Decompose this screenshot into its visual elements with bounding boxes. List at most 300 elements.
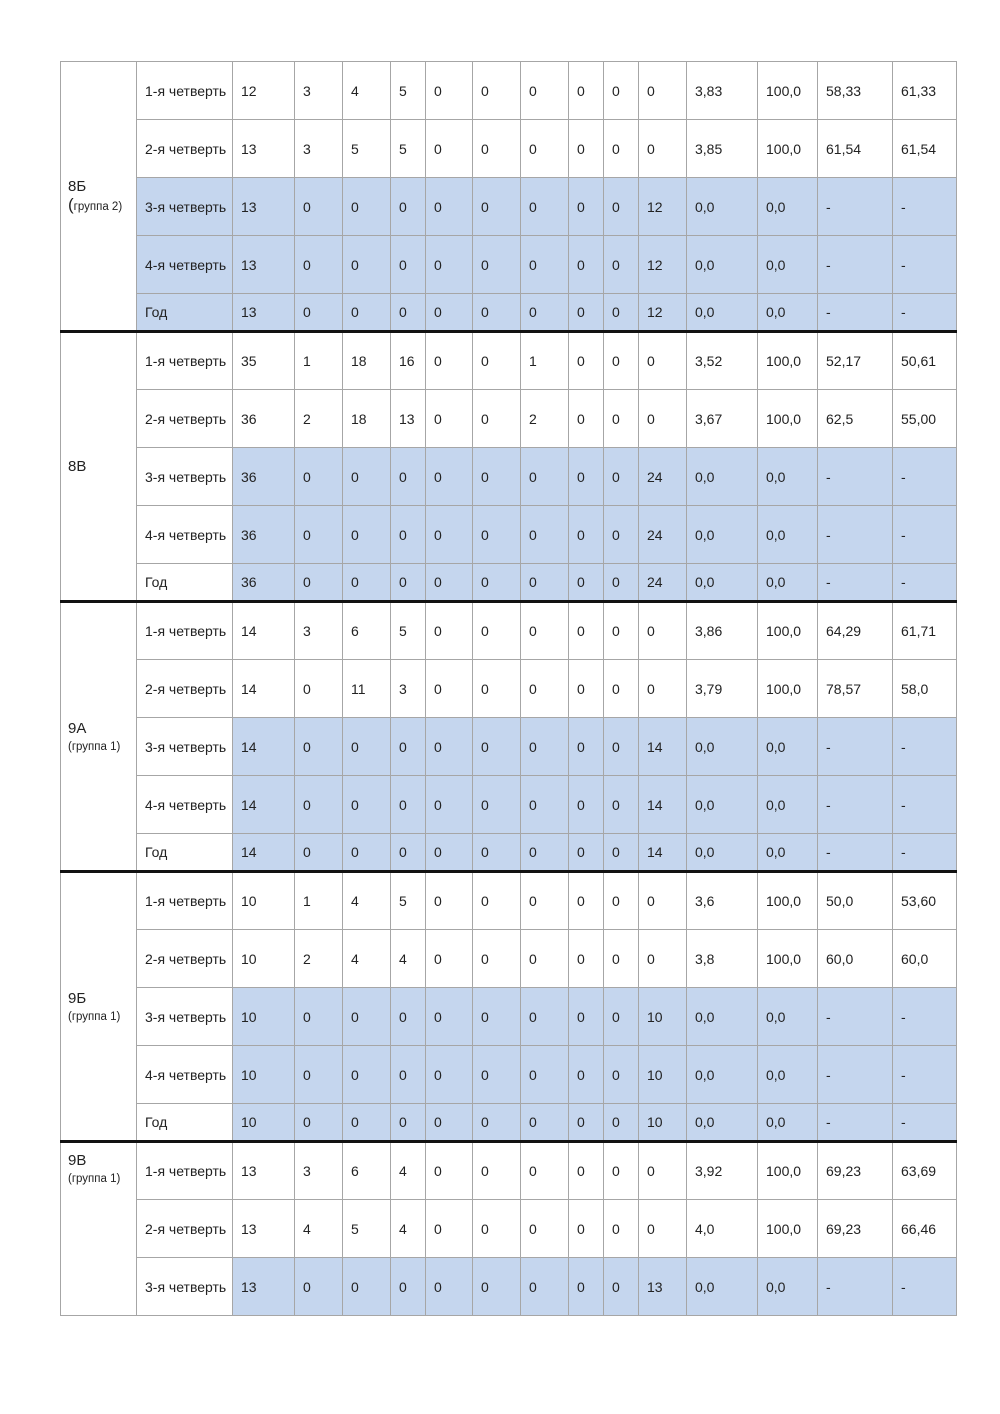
value-cell: 0 [521, 776, 569, 834]
value-cell: 13 [233, 1200, 295, 1258]
value-cell: 0 [473, 602, 521, 660]
value-cell: 0,0 [687, 506, 758, 564]
value-cell: 60,0 [818, 930, 893, 988]
value-cell: 14 [233, 776, 295, 834]
value-cell: 100,0 [758, 120, 818, 178]
value-cell: - [893, 1258, 957, 1316]
period-cell: 2-я четверть [137, 930, 233, 988]
value-cell: 0,0 [758, 1104, 818, 1142]
table-row [61, 448, 957, 506]
value-cell: 0 [473, 718, 521, 776]
value-cell: - [893, 236, 957, 294]
value-cell: 0,0 [758, 1046, 818, 1104]
value-cell: 4 [295, 1200, 343, 1258]
value-cell: - [818, 834, 893, 872]
value-cell: 0 [473, 564, 521, 602]
period-cell: 1-я четверть [137, 1142, 233, 1200]
period-cell: 4-я четверть [137, 1046, 233, 1104]
value-cell: 12 [639, 178, 687, 236]
period-cell: 4-я четверть [137, 236, 233, 294]
value-cell: 10 [233, 930, 295, 988]
value-cell: 0 [295, 294, 343, 332]
value-cell: 0 [521, 602, 569, 660]
value-cell: 18 [343, 332, 391, 390]
value-cell: 0 [426, 930, 473, 988]
value-cell: 0 [569, 332, 604, 390]
value-cell: 0 [473, 236, 521, 294]
value-cell: 0 [521, 660, 569, 718]
value-cell: 0 [604, 1046, 639, 1104]
value-cell: 5 [391, 872, 426, 930]
value-cell: 0 [473, 294, 521, 332]
table-row [61, 1142, 957, 1200]
value-cell: 0 [295, 988, 343, 1046]
value-cell: - [893, 564, 957, 602]
value-cell: 5 [391, 62, 426, 120]
value-cell: 0 [426, 1142, 473, 1200]
class-name: 8В [68, 457, 87, 475]
value-cell: - [818, 1258, 893, 1316]
grades-table-body [61, 62, 957, 1316]
value-cell: 14 [233, 602, 295, 660]
value-cell: 0,0 [758, 178, 818, 236]
value-cell: - [818, 236, 893, 294]
value-cell: 0 [604, 872, 639, 930]
value-cell: 6 [343, 602, 391, 660]
value-cell: 69,23 [818, 1142, 893, 1200]
table-row [61, 718, 957, 776]
value-cell: 5 [343, 1200, 391, 1258]
class-group-paren: ( [68, 195, 74, 214]
value-cell: 0 [426, 1104, 473, 1142]
value-cell: 0 [521, 62, 569, 120]
value-cell: 0 [473, 660, 521, 718]
value-cell: 3,52 [687, 332, 758, 390]
value-cell: 5 [343, 120, 391, 178]
period-cell: 4-я четверть [137, 776, 233, 834]
value-cell: 0 [391, 564, 426, 602]
value-cell: 13 [233, 120, 295, 178]
value-cell: 0 [391, 718, 426, 776]
value-cell: 0 [604, 718, 639, 776]
value-cell: 100,0 [758, 1200, 818, 1258]
value-cell: 0 [343, 834, 391, 872]
value-cell: 36 [233, 390, 295, 448]
value-cell: 0,0 [758, 236, 818, 294]
value-cell: 0 [473, 1046, 521, 1104]
value-cell: 5 [391, 120, 426, 178]
value-cell: 3 [295, 120, 343, 178]
value-cell: 0,0 [687, 834, 758, 872]
value-cell: 0 [521, 294, 569, 332]
value-cell: - [893, 506, 957, 564]
table-row [61, 660, 957, 718]
value-cell: 0 [426, 62, 473, 120]
value-cell: 0 [343, 1258, 391, 1316]
value-cell: 0 [473, 506, 521, 564]
period-cell: 3-я четверть [137, 718, 233, 776]
value-cell: 0,0 [687, 1104, 758, 1142]
value-cell: 14 [233, 834, 295, 872]
value-cell: 0 [569, 930, 604, 988]
value-cell: 11 [343, 660, 391, 718]
value-cell: 50,0 [818, 872, 893, 930]
value-cell: 0 [639, 62, 687, 120]
value-cell: - [893, 776, 957, 834]
value-cell: 0 [473, 1142, 521, 1200]
value-cell: 0 [343, 506, 391, 564]
value-cell: 0 [426, 294, 473, 332]
value-cell: 0 [391, 236, 426, 294]
value-cell: 0 [473, 930, 521, 988]
value-cell: 0 [473, 872, 521, 930]
value-cell: 0 [295, 178, 343, 236]
value-cell: 0 [295, 236, 343, 294]
value-cell: 14 [639, 776, 687, 834]
value-cell: 0 [521, 834, 569, 872]
value-cell: 0 [391, 834, 426, 872]
value-cell: - [818, 1046, 893, 1104]
value-cell: 13 [233, 294, 295, 332]
value-cell: 0,0 [687, 988, 758, 1046]
value-cell: 1 [521, 332, 569, 390]
value-cell: - [818, 506, 893, 564]
value-cell: 0 [569, 62, 604, 120]
value-cell: 0 [521, 506, 569, 564]
value-cell: 0,0 [758, 834, 818, 872]
value-cell: 78,57 [818, 660, 893, 718]
value-cell: 4 [343, 872, 391, 930]
value-cell: 0 [604, 236, 639, 294]
value-cell: 0 [343, 1046, 391, 1104]
value-cell: 0 [391, 988, 426, 1046]
value-cell: - [893, 1104, 957, 1142]
value-cell: 0 [426, 390, 473, 448]
value-cell: 0 [639, 1200, 687, 1258]
value-cell: 0 [569, 236, 604, 294]
value-cell: 3 [295, 1142, 343, 1200]
value-cell: 0 [426, 660, 473, 718]
value-cell: 0 [639, 872, 687, 930]
value-cell: 0 [639, 390, 687, 448]
value-cell: 3,92 [687, 1142, 758, 1200]
period-cell: 3-я четверть [137, 988, 233, 1046]
period-cell: Год [137, 834, 233, 872]
value-cell: 0 [343, 776, 391, 834]
value-cell: 0 [604, 930, 639, 988]
value-cell: 0 [295, 1258, 343, 1316]
table-row [61, 988, 957, 1046]
value-cell: 0 [569, 294, 604, 332]
period-cell: 3-я четверть [137, 448, 233, 506]
value-cell: 100,0 [758, 62, 818, 120]
class-name: 9Б [68, 989, 87, 1007]
table-row [61, 178, 957, 236]
value-cell: 0 [569, 660, 604, 718]
table-row [61, 776, 957, 834]
value-cell: 0,0 [758, 776, 818, 834]
value-cell: 0,0 [758, 294, 818, 332]
table-row [61, 564, 957, 602]
period-cell: 1-я четверть [137, 332, 233, 390]
value-cell: - [818, 564, 893, 602]
value-cell: 12 [639, 294, 687, 332]
value-cell: 3,8 [687, 930, 758, 988]
value-cell: 63,69 [893, 1142, 957, 1200]
value-cell: 10 [639, 1104, 687, 1142]
value-cell: 3,6 [687, 872, 758, 930]
value-cell: 0 [604, 564, 639, 602]
value-cell: 2 [295, 930, 343, 988]
value-cell: 0 [521, 1200, 569, 1258]
value-cell: 0 [521, 1142, 569, 1200]
grades-table [60, 61, 957, 1316]
value-cell: 0 [426, 1258, 473, 1316]
table-row [61, 332, 957, 390]
value-cell: 0 [473, 448, 521, 506]
class-name: 9В [68, 1152, 87, 1169]
value-cell: 0 [569, 120, 604, 178]
value-cell: 0 [604, 602, 639, 660]
value-cell: 0 [343, 294, 391, 332]
value-cell: 0,0 [687, 718, 758, 776]
value-cell: - [818, 178, 893, 236]
value-cell: 0 [569, 988, 604, 1046]
value-cell: 14 [233, 718, 295, 776]
value-cell: - [818, 776, 893, 834]
value-cell: 1 [295, 332, 343, 390]
value-cell: 0 [521, 1046, 569, 1104]
value-cell: - [893, 988, 957, 1046]
class-group-label [68, 197, 136, 215]
value-cell: 0,0 [687, 178, 758, 236]
period-cell: 1-я четверть [137, 62, 233, 120]
class-group-text: (группа 1) [68, 740, 121, 753]
period-cell: 2-я четверть [137, 1200, 233, 1258]
value-cell: 0 [295, 834, 343, 872]
value-cell: 24 [639, 564, 687, 602]
value-cell: 0,0 [687, 564, 758, 602]
value-cell: 5 [391, 602, 426, 660]
value-cell: 3 [295, 62, 343, 120]
value-cell: 3,85 [687, 120, 758, 178]
value-cell: 14 [639, 834, 687, 872]
value-cell: 0,0 [758, 506, 818, 564]
value-cell: 0 [391, 448, 426, 506]
value-cell: 13 [233, 236, 295, 294]
value-cell: 0 [473, 62, 521, 120]
value-cell: - [893, 178, 957, 236]
class-group-text: (группа 1) [68, 1010, 121, 1023]
value-cell: 0 [604, 988, 639, 1046]
value-cell: 0 [391, 1258, 426, 1316]
value-cell: 13 [233, 1258, 295, 1316]
value-cell: 0 [604, 332, 639, 390]
value-cell: - [893, 718, 957, 776]
value-cell: 0 [639, 930, 687, 988]
value-cell: 69,23 [818, 1200, 893, 1258]
value-cell: 100,0 [758, 602, 818, 660]
value-cell: - [893, 448, 957, 506]
value-cell: 0 [473, 776, 521, 834]
value-cell: 0 [639, 1142, 687, 1200]
value-cell: 66,46 [893, 1200, 957, 1258]
value-cell: 0 [391, 776, 426, 834]
value-cell: 0 [295, 1046, 343, 1104]
value-cell: 0 [426, 448, 473, 506]
value-cell: 0 [569, 448, 604, 506]
value-cell: 0 [521, 236, 569, 294]
value-cell: 0 [343, 448, 391, 506]
value-cell: 0,0 [687, 236, 758, 294]
value-cell: 0 [426, 178, 473, 236]
value-cell: 62,5 [818, 390, 893, 448]
value-cell: 35 [233, 332, 295, 390]
value-cell: 0 [295, 1104, 343, 1142]
value-cell: 3,79 [687, 660, 758, 718]
table-row [61, 294, 957, 332]
value-cell: 0 [473, 834, 521, 872]
value-cell: 0 [426, 332, 473, 390]
value-cell: 100,0 [758, 332, 818, 390]
table-row [61, 120, 957, 178]
value-cell: 0 [295, 660, 343, 718]
table-row [61, 506, 957, 564]
value-cell: 0 [604, 62, 639, 120]
value-cell: 13 [639, 1258, 687, 1316]
value-cell: 100,0 [758, 660, 818, 718]
class-name: 9А [68, 719, 87, 737]
value-cell: 36 [233, 448, 295, 506]
period-cell: Год [137, 294, 233, 332]
value-cell: 64,29 [818, 602, 893, 660]
value-cell: 0 [521, 564, 569, 602]
value-cell: 3,67 [687, 390, 758, 448]
value-cell: 0 [569, 564, 604, 602]
value-cell: 0 [569, 718, 604, 776]
class-label-cell [61, 872, 137, 1142]
value-cell: 0 [604, 1104, 639, 1142]
value-cell: 0 [569, 1046, 604, 1104]
value-cell: 55,00 [893, 390, 957, 448]
value-cell: 0,0 [758, 1258, 818, 1316]
value-cell: 4 [343, 930, 391, 988]
value-cell: 0 [521, 1258, 569, 1316]
value-cell: 36 [233, 564, 295, 602]
value-cell: 3,83 [687, 62, 758, 120]
value-cell: 13 [233, 1142, 295, 1200]
value-cell: 0 [521, 1104, 569, 1142]
value-cell: 0 [569, 1104, 604, 1142]
value-cell: 0,0 [758, 564, 818, 602]
class-name: 8Б [68, 178, 87, 195]
table-row [61, 390, 957, 448]
value-cell: 0 [604, 1258, 639, 1316]
class-group-label [68, 739, 136, 755]
value-cell: 0 [391, 178, 426, 236]
value-cell: 3 [391, 660, 426, 718]
value-cell: 14 [639, 718, 687, 776]
value-cell: 0 [343, 236, 391, 294]
value-cell: 0,0 [758, 988, 818, 1046]
value-cell: 0 [521, 718, 569, 776]
value-cell: 6 [343, 1142, 391, 1200]
value-cell: 0 [391, 1046, 426, 1104]
value-cell: 0,0 [687, 776, 758, 834]
value-cell: 0 [604, 448, 639, 506]
value-cell: 0 [426, 988, 473, 1046]
value-cell: 60,0 [893, 930, 957, 988]
value-cell: 0 [473, 1200, 521, 1258]
value-cell: 2 [521, 390, 569, 448]
table-row [61, 1104, 957, 1142]
value-cell: 24 [639, 448, 687, 506]
value-cell: 0 [426, 564, 473, 602]
value-cell: 0 [295, 776, 343, 834]
value-cell: 0 [569, 602, 604, 660]
value-cell: 0 [569, 872, 604, 930]
value-cell: 0 [391, 1104, 426, 1142]
value-cell: - [818, 988, 893, 1046]
value-cell: 4 [391, 1142, 426, 1200]
value-cell: 100,0 [758, 872, 818, 930]
value-cell: 0 [521, 930, 569, 988]
value-cell: 0 [473, 332, 521, 390]
value-cell: 61,54 [818, 120, 893, 178]
value-cell: 0 [521, 120, 569, 178]
period-cell: 2-я четверть [137, 660, 233, 718]
value-cell: 0 [391, 294, 426, 332]
value-cell: 0 [639, 120, 687, 178]
value-cell: 0 [604, 120, 639, 178]
value-cell: 0,0 [687, 448, 758, 506]
value-cell: 58,0 [893, 660, 957, 718]
value-cell: 0 [473, 120, 521, 178]
value-cell: 0 [426, 602, 473, 660]
value-cell: 52,17 [818, 332, 893, 390]
value-cell: 0 [569, 178, 604, 236]
value-cell: 0 [295, 564, 343, 602]
value-cell: 0 [295, 448, 343, 506]
value-cell: - [893, 1046, 957, 1104]
value-cell: 0 [473, 988, 521, 1046]
value-cell: 0 [473, 178, 521, 236]
value-cell: 3 [295, 602, 343, 660]
value-cell: 0 [604, 178, 639, 236]
value-cell: 0 [295, 718, 343, 776]
value-cell: - [893, 294, 957, 332]
value-cell: 0 [426, 1200, 473, 1258]
value-cell: 0 [426, 1046, 473, 1104]
value-cell: 16 [391, 332, 426, 390]
value-cell: 0,0 [758, 718, 818, 776]
value-cell: 10 [233, 988, 295, 1046]
value-cell: 0 [639, 332, 687, 390]
value-cell: 0 [426, 120, 473, 178]
period-cell: 3-я четверть [137, 178, 233, 236]
value-cell: 0 [343, 178, 391, 236]
value-cell: 18 [343, 390, 391, 448]
table-row [61, 1046, 957, 1104]
value-cell: 0 [569, 1258, 604, 1316]
table-row [61, 1258, 957, 1316]
value-cell: 100,0 [758, 1142, 818, 1200]
value-cell: 0 [521, 988, 569, 1046]
value-cell: 61,54 [893, 120, 957, 178]
table-row [61, 236, 957, 294]
value-cell: 53,60 [893, 872, 957, 930]
value-cell: 0,0 [758, 448, 818, 506]
